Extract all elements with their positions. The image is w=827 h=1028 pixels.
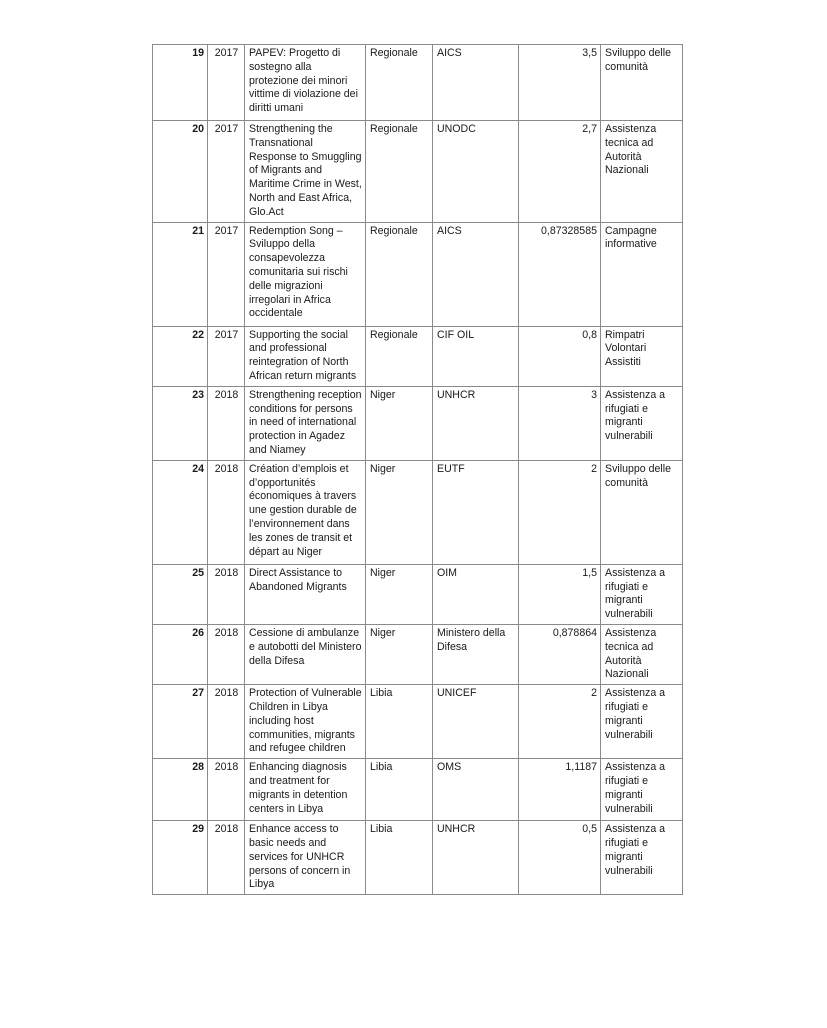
row-year: 2018 [208, 624, 245, 684]
row-title: Supporting the social and professional reintegration of North African return migrants [245, 326, 366, 386]
row-amount: 2,7 [519, 121, 601, 223]
row-area: Regionale [366, 326, 433, 386]
row-number: 27 [153, 685, 208, 759]
row-partner: OMS [433, 759, 519, 821]
row-year: 2018 [208, 821, 245, 895]
table-row [153, 759, 683, 821]
row-year: 2017 [208, 121, 245, 223]
row-year: 2018 [208, 386, 245, 460]
row-area: Libia [366, 759, 433, 821]
row-number: 19 [153, 45, 208, 121]
row-amount: 0,878864 [519, 624, 601, 684]
table-row [153, 685, 683, 759]
row-year: 2017 [208, 45, 245, 121]
row-amount: 0,5 [519, 821, 601, 895]
row-partner: AICS [433, 222, 519, 326]
row-area: Regionale [366, 222, 433, 326]
row-year: 2018 [208, 685, 245, 759]
row-sector: Sviluppo delle comunità [601, 45, 683, 121]
row-partner: OIM [433, 564, 519, 624]
row-sector: Assistenza a rifugiati e migranti vulnerabili [601, 386, 683, 460]
row-partner: UNHCR [433, 386, 519, 460]
row-number: 22 [153, 326, 208, 386]
row-title: Redemption Song – Sviluppo della consapevolezza comunitaria sui rischi delle migrazioni irregolari in Africa occidentale [245, 222, 366, 326]
row-amount: 1,1187 [519, 759, 601, 821]
row-title: Enhance access to basic needs and services for UNHCR persons of concern in Libya [245, 821, 366, 895]
row-title: Cessione di ambulanze e autobotti del Ministero della Difesa [245, 624, 366, 684]
row-amount: 2 [519, 685, 601, 759]
table-row [153, 460, 683, 564]
row-partner: AICS [433, 45, 519, 121]
row-number: 29 [153, 821, 208, 895]
row-sector: Assistenza a rifugiati e migranti vulnerabili [601, 685, 683, 759]
table-row [153, 624, 683, 684]
row-number: 24 [153, 460, 208, 564]
projects-table [152, 44, 683, 895]
row-year: 2018 [208, 564, 245, 624]
row-area: Regionale [366, 45, 433, 121]
table-row [153, 821, 683, 895]
row-area: Libia [366, 685, 433, 759]
row-sector: Sviluppo delle comunità [601, 460, 683, 564]
row-sector: Assistenza a rifugiati e migranti vulnerabili [601, 564, 683, 624]
row-partner: UNICEF [433, 685, 519, 759]
row-number: 25 [153, 564, 208, 624]
row-amount: 1,5 [519, 564, 601, 624]
row-amount: 0,8 [519, 326, 601, 386]
row-amount: 3 [519, 386, 601, 460]
row-area: Regionale [366, 121, 433, 223]
row-year: 2018 [208, 759, 245, 821]
row-amount: 2 [519, 460, 601, 564]
row-partner: CIF OIL [433, 326, 519, 386]
row-area: Niger [366, 386, 433, 460]
row-sector: Campagne informative [601, 222, 683, 326]
row-title: Direct Assistance to Abandoned Migrants [245, 564, 366, 624]
row-area: Libia [366, 821, 433, 895]
table-row [153, 564, 683, 624]
table-row [153, 326, 683, 386]
table-row [153, 222, 683, 326]
row-year: 2018 [208, 460, 245, 564]
row-number: 28 [153, 759, 208, 821]
row-title: PAPEV: Progetto di sostegno alla protezione dei minori vittime di violazione dei diritti umani [245, 45, 366, 121]
row-partner: UNHCR [433, 821, 519, 895]
row-amount: 3,5 [519, 45, 601, 121]
row-title: Protection of Vulnerable Children in Libya including host communities, migrants and refugee children [245, 685, 366, 759]
row-title: Strengthening the Transnational Response to Smuggling of Migrants and Maritime Crime in West, North and East Africa, Glo.Act [245, 121, 366, 223]
row-number: 20 [153, 121, 208, 223]
row-partner: UNODC [433, 121, 519, 223]
row-number: 21 [153, 222, 208, 326]
row-area: Niger [366, 460, 433, 564]
row-number: 23 [153, 386, 208, 460]
row-title: Strengthening reception conditions for persons in need of international protection in Agadez and Niamey [245, 386, 366, 460]
row-amount: 0,87328585 [519, 222, 601, 326]
row-partner: Ministero della Difesa [433, 624, 519, 684]
row-year: 2017 [208, 326, 245, 386]
projects-table-body [153, 45, 683, 895]
row-sector: Assistenza tecnica ad Autorità Nazionali [601, 624, 683, 684]
table-row [153, 45, 683, 121]
row-title: Enhancing diagnosis and treatment for migrants in detention centers in Libya [245, 759, 366, 821]
row-number: 26 [153, 624, 208, 684]
table-row [153, 386, 683, 460]
table-row [153, 121, 683, 223]
row-sector: Assistenza a rifugiati e migranti vulnerabili [601, 759, 683, 821]
row-sector: Rimpatri Volontari Assistiti [601, 326, 683, 386]
row-area: Niger [366, 564, 433, 624]
row-title: Création d’emplois et d’opportunités économiques à travers une gestion durable de l’environnement dans les zones de transit et départ au Niger [245, 460, 366, 564]
row-sector: Assistenza tecnica ad Autorità Nazionali [601, 121, 683, 223]
row-year: 2017 [208, 222, 245, 326]
row-area: Niger [366, 624, 433, 684]
row-sector: Assistenza a rifugiati e migranti vulnerabili [601, 821, 683, 895]
row-partner: EUTF [433, 460, 519, 564]
